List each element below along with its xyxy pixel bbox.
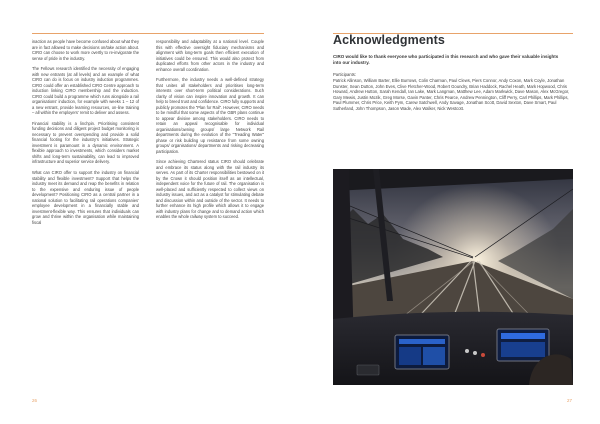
paragraph: The Fellows research identified the necessity of engaging with new entrants (at all levels) and an example of what CIRO can do is focus on industry induction programmes. CIRO could offer an established CIRO Centre approach to induction linking CIRO membership and the induction. CIRO could build a programme which runs alongside a rail organisations’ induction, for example with weeks 1 – 12 of a new entrant, provide learning resources, on-line training – all within the employers’ remit to deliver and assess. <box>32 66 139 116</box>
train-cab-photo <box>333 169 573 385</box>
paragraph: Financial stability is a linchpin. Prioritising consistent funding decisions and diligent project budget monitoring is necessary to prevent overspending and provide a solid financial footing for the industry’s initiatives. Strategic investment is paramount in a dynamic environment. A flexible approach to investments, which considers market shifts and long-term sustainability, can lead to improved infrastructure and superior service delivery. <box>32 120 139 165</box>
paragraph: Furthermore, the industry needs a well-defined strategy that unites all stakeholders and prioritises long-term interests over short-term political considerations. Such clarity of vision can inspire innovation and growth. It can help to breed trust and confidence. CIRO fully supports and publicly promotes the “Plan for Rail”. However, CIRO needs to be mindful that some aspects of the GBR plans continue to appear divisive among stakeholders. CIRO needs to retain an appeal recognisable for individual organisations/owning groups/ large Network Rail departments during the evolution of the “Treading Water” phase or risk building up resistance from some owning groups/ organisations/ departments and risking decreasing participation. <box>156 77 264 154</box>
left-column-1 <box>32 39 139 230</box>
page-number-left: 26 <box>32 398 38 403</box>
paragraph: What can CIRO offer to support the industry on financial stability and flexible investment? Support that helps the industry meet its demand and reap the benefits in relation to the expensive and enduring issue of people development? Positioning CIRO as a central partner in a national solution to facilitating rail operations companies’ employee development in a financially stable and investment-flexible way. This ensures that individuals can grow and thrive within the organisation while maintaining fiscal <box>32 170 139 225</box>
paragraph: Since achieving Chartered status CIRO should celebrate and embrace its status along with the rail industry its serves. As part of its Charter responsibilities bestowed on it by the Crown it should position itself as an intellectual, independent voice for the future of rail. The organisation is well-placed and sufficiently respected to collect views on industry issues, and act as a catalyst for stimulating debate and discussion within and outside of the sector. It needs to further enhance its high profile which allows it to engage with industry plans for change and to demand action which enables the whole railway system to succeed. <box>156 159 264 220</box>
top-rule-left <box>32 33 264 34</box>
page-title: Acknowledgments <box>333 33 445 47</box>
participants-block <box>333 72 571 112</box>
participants-list: Patrick Allinson, William Barter, Ellie Burrows, Colin Charman, Paul Clews, Piers Connor, Andy Coxon, Mark Coyle, Jonathan Dunster, Sean Dutton, John Eves, Clive Fletcher-Wood, Robert Goundry, Brian Haddock, Rachel Heath, Mark Hopwood, Chris Howard, Andrew Hutton, Sarah Kendall, Ian Lake, Mark Langman, Matthew Lee, Adam Markwick, Dave Mason, Alex McGregor, Gary Mewis, Justin Mozik, Greg Morse, Gavin Panter, Chris Pearce, Andrew Pennington, Cliff Perry, Carl Phillips, Mark Phillips, Paul Plummer, Chris Price, Keith Pym, Carew Satchwell, Andy Savage, Jonathan Scott, David Sexton, Dave Smart, Paul Sutherland, John Thompson, Jason Wade, Alex Walker, Nick Westcott. <box>333 78 570 112</box>
left-column-2 <box>156 39 264 225</box>
page-number-right: 27 <box>567 398 573 403</box>
participants-label: Participants: <box>333 72 357 77</box>
intro-text: CIRO would like to thank everyone who participated in this research and who gave their valuable insights into our industry. <box>333 54 559 65</box>
paragraph: inaction as people have become confused about what they are in fact allowed to make decisions on/take action about. CIRO can choose to work more overtly to re-invigorate the sense of pride in the industry. <box>32 39 139 61</box>
paragraph: responsibility and adaptability at a national level. Couple this with effective oversight fiduciary mechanisms and alignment with long-term goals then efficient execution of initiatives could be ensured. This would also protect from duplicated efforts from other actors in the industry and enhance overall coordination. <box>156 39 264 72</box>
